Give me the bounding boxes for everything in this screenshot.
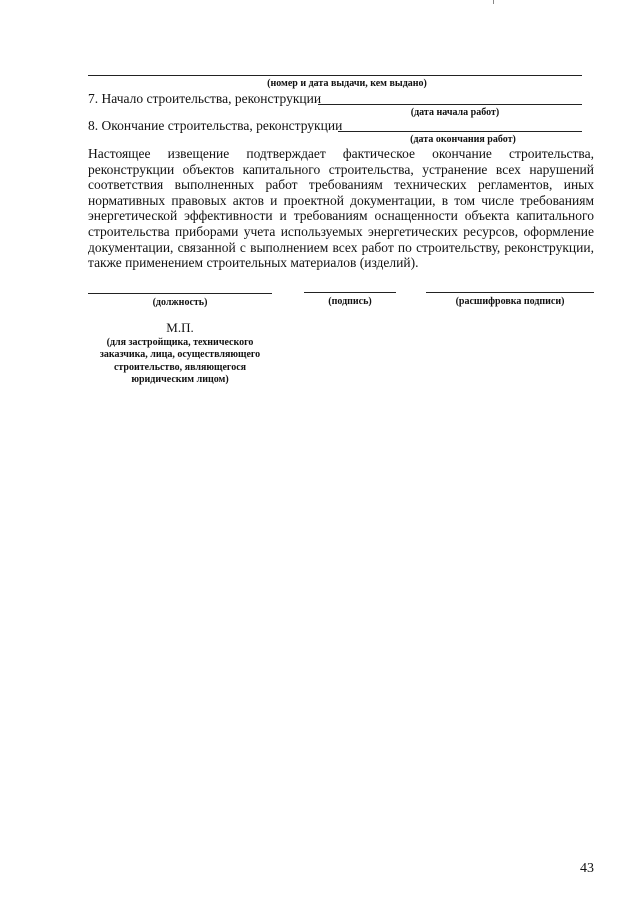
paragraph-line: реконструкции объектов капитального строительства, устранение всех нарушений <box>88 161 594 177</box>
paragraph-line: нормативных правовых актов и проектной документации, в том числе требованиям <box>88 192 594 208</box>
item7-label: 7. Начало строительства, реконструкции <box>88 91 322 106</box>
paragraph-line: Настоящее извещение подтверждает фактическое окончание строительства, <box>88 146 594 161</box>
signature-line <box>304 292 396 293</box>
permit-caption: (номер и дата выдачи, кем выдано) <box>267 78 427 89</box>
paragraph-line: также применением строительных материалов (изделий). <box>88 255 419 271</box>
item8-caption: (дата окончания работ) <box>410 134 516 145</box>
stamp-note-line: строительство, являющегося <box>113 361 247 373</box>
decryption-line <box>426 292 594 293</box>
stamp-note-line: (для застройщика, технического <box>106 336 254 348</box>
paragraph-line: документации, связанной с выполнением всех работ по строительству, реконструкции, <box>88 239 594 255</box>
position-line <box>88 293 272 294</box>
item7-caption: (дата начала работ) <box>410 107 500 118</box>
paragraph-line: строительства приборами учета используемых энергетических ресурсов, оформление <box>88 223 594 239</box>
page-number: 43 <box>580 861 594 876</box>
stamp-note-line: заказчика, лица, осуществляющего <box>99 349 261 360</box>
stamp-note-line: юридическим лицом) <box>131 374 229 385</box>
paragraph-line: энергетической эффективности и требованиям оснащенности объекта капитального <box>88 208 594 224</box>
decryption-caption: (расшифровка подписи) <box>455 296 565 307</box>
stamp-title: М.П. <box>166 320 194 335</box>
item7-line <box>318 104 582 105</box>
permit-line <box>88 75 582 76</box>
item8-label: 8. Окончание строительства, реконструкции <box>88 118 343 133</box>
item8-line <box>338 131 582 132</box>
signature-caption: (подпись) <box>328 296 372 307</box>
position-caption: (должность) <box>152 297 208 308</box>
stamp-block <box>90 322 270 387</box>
scan-speck <box>493 0 494 4</box>
paragraph-line: соответствия выполненных работ требованиям технических регламентов, иных <box>88 177 594 193</box>
notice-paragraph <box>88 146 594 271</box>
